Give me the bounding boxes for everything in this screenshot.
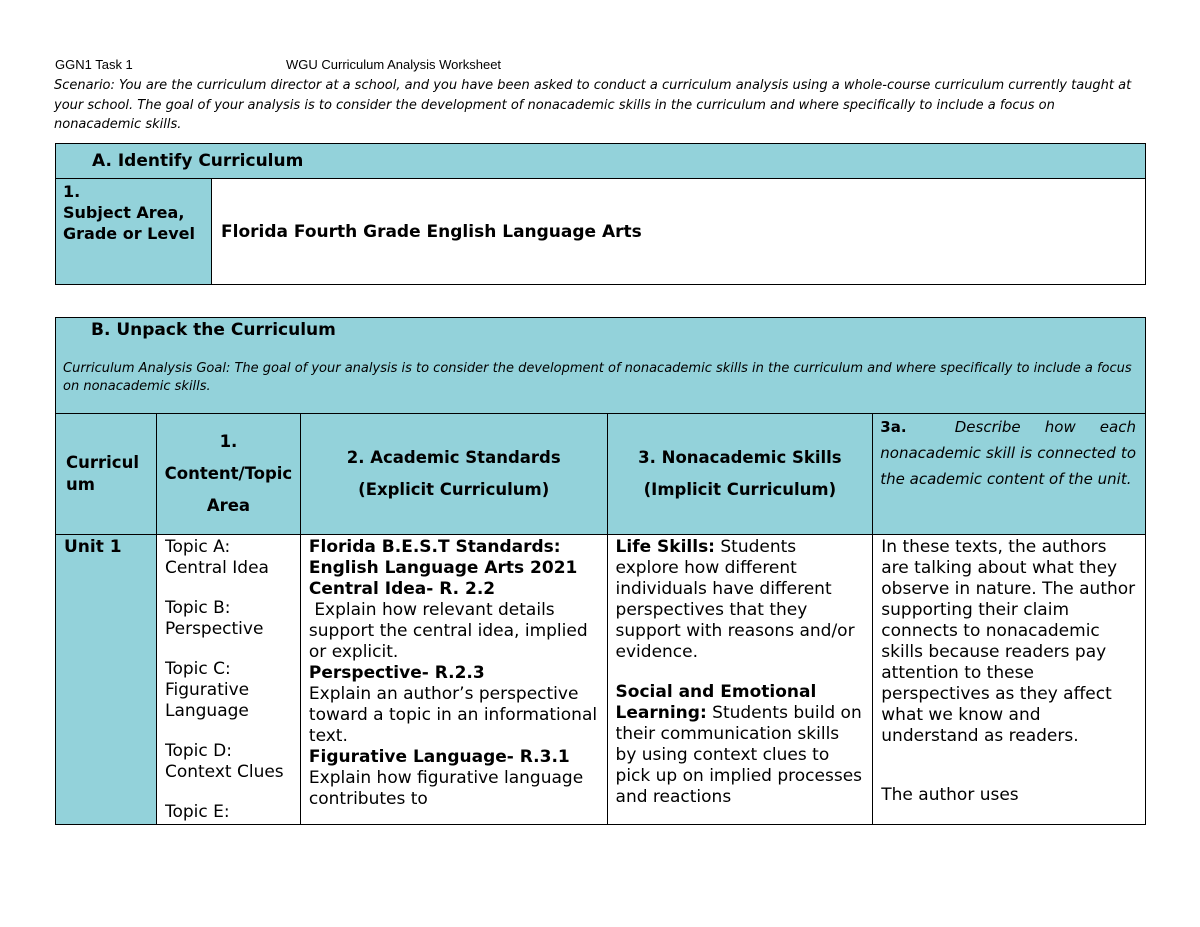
col-header-describe [873,414,1146,535]
standard-text: Explain an author’s perspective toward a topic in an informational text. [308,684,598,746]
subject-area-label [56,179,212,285]
section-b-header [56,318,1146,414]
label-number: 1. [63,182,81,201]
identify-curriculum-table [55,143,1146,285]
skills-cell [607,535,873,825]
skill-item [616,537,865,663]
analysis-goal: Curriculum Analysis Goal: The goal of your analysis is to consider the development of nonacademic skills in the curriculum and where specifically to include a focus on nonacademic skills. [63,361,1132,394]
worksheet-title: WGU Curriculum Analysis Worksheet [286,57,502,72]
label-text: Subject Area, Grade or Level [63,203,195,243]
scenario-text: Scenario: You are the curriculum director at a school, and you have been asked to conduct a curriculum analysis using a whole-course curriculum currently taught at your school. The goal of your analysis is to consider the development of nonacademic skills in the curriculum and where specifically to include a focus on nonacademic skills. [54,78,1132,132]
standard-name: Perspective- R.2.3 [308,663,485,683]
unit-cell: Unit 1 [56,535,157,825]
content-number: 1. [219,432,238,451]
col-header-nonacademic [607,414,873,535]
standard-name: Central Idea- R. 2.2 [308,579,496,599]
topic-item: Topic C: Figurative Language [164,659,250,721]
nonacademic-subtitle: (Implicit Curriculum) [643,480,837,499]
topic-item: Topic E: [164,802,230,822]
topic-item: Topic D: Context Clues [164,741,284,782]
nonacademic-title: 3. Nonacademic Skills [638,448,842,467]
unpack-curriculum-table [55,317,1146,825]
standard-text: Explain how figurative language contributes to [308,768,584,809]
standard-text: Explain how relevant details support the central idea, implied or explicit. [308,600,594,662]
skill-item [616,682,865,808]
col-header-curriculum: Curriculum [56,414,157,535]
subject-area-value: Florida Fourth Grade English Language Arts [212,179,1146,285]
col-header-academic [300,414,607,535]
academic-title: 2. Academic Standards [346,448,561,467]
col-header-content [156,414,300,535]
skill-name: Life Skills: [615,537,715,557]
describe-cell [873,535,1146,825]
standards-header: Florida B.E.S.T Standards: English Language Arts 2021 [308,537,578,578]
describe-paragraph: The author uses [881,785,1019,805]
describe-paragraph: In these texts, the authors are talking about what they observe in nature. The author supporting their claim connects to nonacademic skills because readers pay attention to these perspectives as they affect what we know and understand as readers. [881,537,1136,746]
topics-cell [156,535,300,825]
describe-number: 3a. [880,418,907,436]
course-code: GGN1 Task 1 [55,57,133,72]
topic-item: Topic B: Perspective [164,598,264,639]
skill-name: Social and Emotional Learning: [615,682,817,723]
section-a-title: A. Identify Curriculum [56,144,1146,179]
skill-text: Students build on their communication skills by using context clues to pick up on implied processes and reactions [615,703,863,807]
topic-item: Topic A: Central Idea [164,537,269,578]
standard-name: Figurative Language- R.3.1 [308,747,570,767]
describe-text: Describe how each nonacademic skill is connected to the academic content of the unit. [880,418,1136,488]
section-b-title: B. Unpack the Curriculum [91,320,336,340]
academic-subtitle: (Explicit Curriculum) [358,480,550,499]
standards-cell [300,535,607,825]
skill-text: Students explore how different individuals have different perspectives that they support with reasons and/or evidence. [615,537,855,662]
content-label: Content/Topic Area [164,464,293,515]
